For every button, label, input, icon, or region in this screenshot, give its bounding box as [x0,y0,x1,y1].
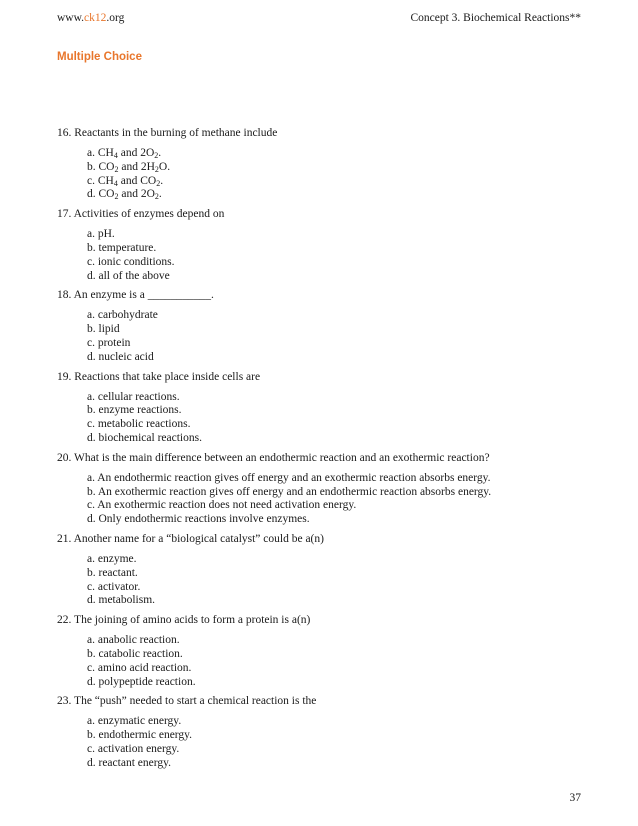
question-stem: 19. Reactions that take place inside cells are [57,370,261,383]
answer-choice[interactable]: c. activation energy. [87,742,180,755]
choice-text: and 2O [117,147,155,159]
concept-title: Concept 3. Biochemical Reactions** [410,12,581,24]
answer-choice[interactable]: a. cellular reactions. [87,390,180,403]
answer-choice[interactable]: b. reactant. [87,566,138,579]
answer-choice[interactable] [87,188,597,202]
question [57,451,597,527]
subscript: 4 [113,151,118,160]
subscript: 2 [154,164,159,174]
choice-list [57,147,597,202]
choice-text: and 2H [118,160,155,173]
site-url-prefix: www. [57,12,85,24]
choice-list [57,228,597,283]
site-url-highlight: ck12 [84,12,107,24]
answer-choice[interactable]: a. anabolic reaction. [87,634,180,647]
question [57,126,597,202]
site-url[interactable] [57,12,124,24]
answer-choice[interactable] [87,161,597,175]
question [57,288,597,364]
answer-choice[interactable]: d. nucleic acid [87,350,154,363]
answer-choice[interactable]: d. reactant energy. [87,756,171,769]
choice-list [57,715,597,770]
section-title: Multiple Choice [57,51,142,63]
choice-text: and CO [117,174,157,187]
question-stem: 21. Another name for a “biological catalyst” could be a(n) [57,532,324,545]
choice-text: and 2O [118,188,155,201]
answer-choice[interactable]: d. polypeptide reaction. [87,675,196,688]
answer-choice[interactable]: d. Only endothermic reactions involve enzymes. [87,513,310,526]
choice-list [57,309,597,364]
answer-choice[interactable]: b. An exothermic reaction gives off energy and an endothermic reaction absorbs energy. [87,485,492,498]
choice-list [57,634,597,689]
answer-choice[interactable]: c. metabolic reactions. [87,418,191,431]
choice-text: . [160,174,164,187]
answer-choice[interactable]: a. An endothermic reaction gives off energy and an exothermic reaction absorbs energy. [87,471,491,484]
answer-choice[interactable] [87,175,597,189]
answer-choice[interactable]: b. temperature. [87,241,157,254]
answer-choice[interactable]: a. carbohydrate [87,309,158,322]
answer-choice[interactable]: d. all of the above [87,269,170,282]
answer-choice[interactable]: b. lipid [87,323,120,336]
answer-choice[interactable]: c. amino acid reaction. [87,661,192,674]
subscript: 2 [154,192,159,202]
choice-list [57,391,597,446]
answer-choice[interactable]: d. metabolism. [87,594,156,607]
choice-text: a. CH [87,147,114,159]
answer-choice[interactable]: a. pH. [87,228,115,241]
answer-choice[interactable]: c. activator. [87,580,141,593]
subscript: 2 [154,151,159,160]
choice-text: d. CO [87,188,115,201]
question-stem: 22. The joining of amino acids to form a protein is a(n) [57,614,311,627]
answer-choice[interactable]: b. catabolic reaction. [87,647,183,660]
answer-choice[interactable] [87,147,597,161]
question-stem: 16. Reactants in the burning of methane include [57,127,278,139]
question [57,532,597,608]
subscript: 2 [114,164,119,174]
question [57,613,597,689]
answer-choice[interactable]: b. enzyme reactions. [87,404,182,417]
answer-choice[interactable]: c. An exothermic reaction does not need activation energy. [87,499,357,512]
choice-text: b. CO [87,160,115,173]
choice-text: . [158,188,162,201]
page-number: 37 [569,792,581,804]
question-stem: 20. What is the main difference between an endothermic reaction and an exothermic reaction? [57,451,490,464]
site-url-suffix: .org [106,12,125,24]
choice-list [57,553,597,608]
answer-choice[interactable]: d. biochemical reactions. [87,431,202,444]
question-list [57,126,597,776]
answer-choice[interactable]: b. endothermic energy. [87,729,193,742]
answer-choice[interactable]: c. protein [87,336,131,349]
page-header [57,12,581,28]
choice-text: c. CH [87,174,114,187]
subscript: 2 [114,192,119,202]
subscript: 4 [113,178,118,188]
question-stem: 18. An enzyme is a ___________. [57,289,214,302]
choice-text: O. [158,160,171,173]
answer-choice[interactable]: a. enzyme. [87,552,137,565]
choice-text: . [158,147,162,159]
question-stem: 17. Activities of enzymes depend on [57,208,225,221]
answer-choice[interactable]: c. ionic conditions. [87,255,175,268]
subscript: 2 [156,178,161,188]
question [57,694,597,770]
question [57,370,597,446]
choice-list [57,472,597,527]
answer-choice[interactable]: a. enzymatic energy. [87,715,182,728]
question-stem: 23. The “push” needed to start a chemical reaction is the [57,695,317,708]
question [57,207,597,283]
